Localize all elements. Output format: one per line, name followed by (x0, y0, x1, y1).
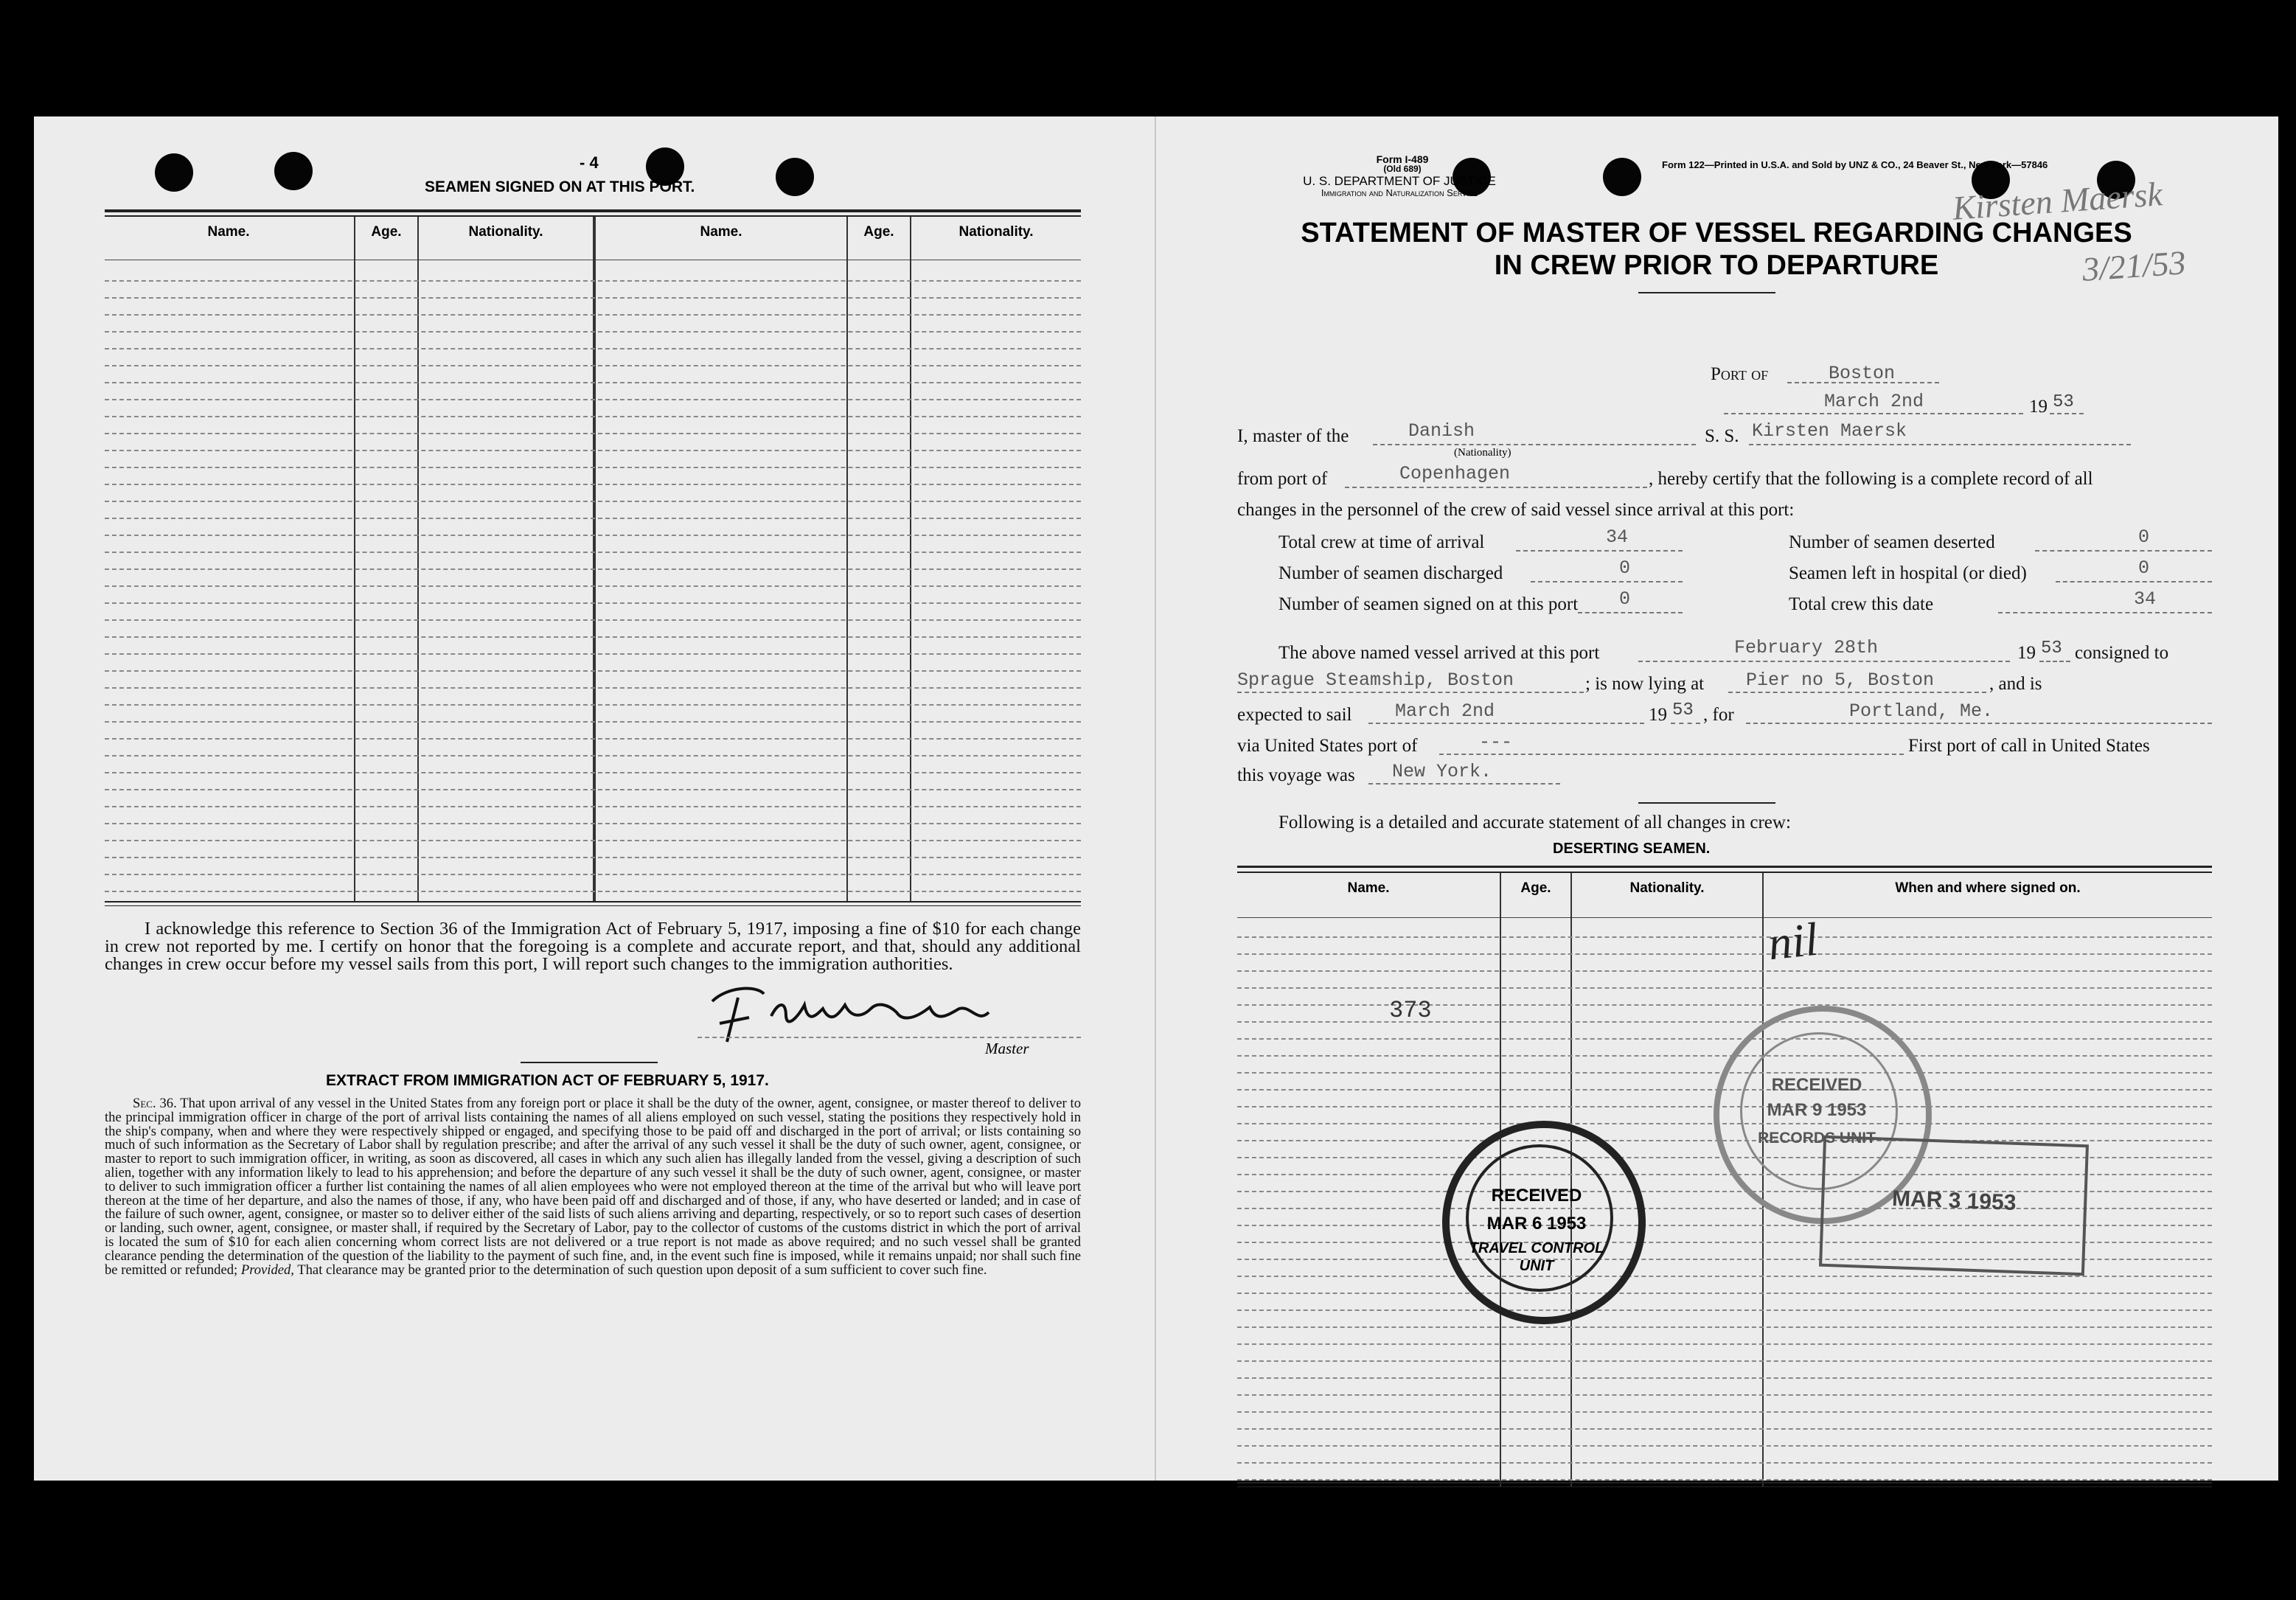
travel-control-stamp (1442, 1121, 1646, 1324)
arrived-label: The above named vessel arrived at this port (1279, 643, 1600, 663)
record-number: 373 (1389, 997, 1432, 1024)
vessel-value: Kirsten Maersk (1752, 420, 1907, 442)
stamp-unit: RECORDS UNIT (1758, 1130, 1876, 1147)
ruled-row-line (1237, 953, 2212, 955)
ruled-row-line (1237, 1462, 2212, 1464)
stamp-unit: TRAVEL CONTROL (1469, 1240, 1604, 1256)
ruled-row-line (105, 585, 1081, 587)
first-port-label: First port of call in United States (1908, 736, 2150, 756)
ruled-row-line (1237, 1428, 2212, 1430)
arrived-value: February 28th (1734, 637, 1879, 658)
ruled-row-line (105, 806, 1081, 807)
deserted-value: 0 (2138, 526, 2150, 548)
hospital-value: 0 (2138, 557, 2150, 579)
acknowledgment-text: I acknowledge this reference to Section 36 of the Immigration Act of February 5, 1917, imposing a fine of $10 for each change in crew not reported by me. I certify on honor that the foregoing is a complete and accurate report, and that, should any additional changes in crew occur before my vessel sails from this port, I will report such changes to the immigration authorities. (105, 919, 1081, 974)
sail-date-value: March 2nd (1395, 700, 1495, 722)
table-top-rule (105, 209, 1081, 212)
via-value: --- (1479, 731, 1513, 753)
handwritten-nil: nil (1765, 912, 1821, 970)
form-old-number: (Old 689) (1383, 164, 1422, 174)
via-label: via United States port of (1237, 736, 1418, 756)
ruled-row-line (105, 857, 1081, 858)
discharged-line (1531, 565, 1683, 582)
page-number: - 4 (580, 153, 599, 172)
stamp-date: MAR 6 1953 (1486, 1214, 1587, 1234)
rectangular-stamp (1819, 1135, 2089, 1276)
ruled-row-line (105, 450, 1081, 451)
ruled-row-line (1237, 1309, 2212, 1311)
discharged-value: 0 (1619, 557, 1631, 579)
lying-label: ; is now lying at (1585, 674, 1705, 694)
short-rule (521, 1062, 658, 1063)
stamp-date: MAR 3 1953 (1891, 1186, 2017, 1215)
col-divider (593, 217, 596, 901)
ruled-row-line (105, 399, 1081, 400)
ruled-row-line (105, 535, 1081, 536)
following-text: Following is a detailed and accurate statement of all changes in crew: (1279, 813, 1791, 832)
ruled-row-line (105, 382, 1081, 383)
ruled-row-line (105, 721, 1081, 723)
extract-body (105, 1097, 1081, 1277)
ruled-row-line (105, 484, 1081, 485)
desert-header-rule (1237, 917, 2212, 918)
title-rule (1638, 292, 1775, 293)
hospital-line (2056, 565, 2212, 582)
punch-hole (1603, 158, 1641, 196)
signed-on-value: 0 (1619, 588, 1631, 610)
arrived-year-value: 53 (2041, 639, 2062, 658)
deserting-title: DESERTING SEAMEN. (1553, 841, 1711, 857)
ruled-row-line (105, 738, 1081, 740)
lying-value: Pier no 5, Boston (1746, 669, 1935, 691)
consignee-value: Sprague Steamship, Boston (1237, 669, 1514, 691)
ruled-row-line (1237, 1445, 2212, 1447)
stamp-unit-2: UNIT (1519, 1258, 1554, 1274)
form-title-line1: STATEMENT OF MASTER OF VESSEL REGARDING CHANGES (1301, 218, 2132, 248)
ruled-row-line (105, 823, 1081, 824)
right-page (1156, 116, 2278, 1507)
col-header-nationality: Nationality. (959, 224, 1034, 240)
ruled-row-line (105, 772, 1081, 773)
ruled-row-line (105, 568, 1081, 570)
form-number: Form I-489 (1376, 153, 1429, 165)
sail-year-prefix: 19 (1649, 705, 1667, 725)
col-header-name: Name. (207, 224, 250, 240)
ruled-row-line (105, 365, 1081, 366)
ruled-row-line (1237, 936, 2212, 938)
ruled-row-line (1237, 1343, 2212, 1345)
ruled-row-line (105, 501, 1081, 502)
ruled-row-line (1237, 1276, 2212, 1277)
ruled-row-line (1237, 970, 2212, 972)
ruled-row-line (105, 416, 1081, 417)
desert-col-nationality: Nationality. (1629, 880, 1705, 896)
desert-bottom-rule (1237, 1482, 2212, 1484)
expected-label: expected to sail (1237, 705, 1352, 725)
service-name: Immigration and Naturalization Service (1321, 187, 1478, 198)
left-page (34, 116, 1155, 1481)
extract-title: EXTRACT FROM IMMIGRATION ACT OF FEBRUARY 5, 1917. (326, 1072, 769, 1089)
ruled-row-line (105, 687, 1081, 689)
master-of-label: I, master of the (1237, 426, 1349, 446)
desert-col-age: Age. (1520, 880, 1551, 896)
stamp-received: RECEIVED (1771, 1075, 1862, 1095)
ruled-row-line (105, 704, 1081, 706)
desert-table-rule (1237, 866, 2212, 868)
ruled-row-line (105, 552, 1081, 553)
ruled-row-line (105, 518, 1081, 519)
ruled-row-line (1237, 1021, 2212, 1023)
ruled-row-line (105, 670, 1081, 672)
table-bottom-rule (105, 901, 1081, 902)
ruled-row-line (105, 755, 1081, 756)
certify-text: , hereby certify that the following is a complete record of all (1649, 469, 2093, 489)
ruled-row-line (105, 653, 1081, 655)
handwritten-date: 3/21/53 (2081, 243, 2188, 288)
signed-on-label: Number of seamen signed on at this port (1279, 594, 1579, 614)
deserted-line (2035, 534, 2212, 552)
nationality-value: Danish (1408, 420, 1475, 442)
total-date-line (1998, 596, 2212, 613)
total-date-label: Total crew this date (1789, 594, 1934, 614)
col-divider (417, 217, 419, 901)
ruled-row-line (105, 602, 1081, 604)
ruled-row-line (1237, 1394, 2212, 1396)
from-port-value: Copenhagen (1399, 463, 1511, 484)
desert-bottom-rule (1237, 1486, 2212, 1487)
ruled-row-line (105, 297, 1081, 299)
voyage-label: this voyage was (1237, 765, 1355, 785)
nationality-caption: (Nationality) (1454, 447, 1511, 459)
port-of-label: Port of (1711, 364, 1769, 384)
ruled-row-line (1237, 987, 2212, 989)
signature-line (698, 1037, 1081, 1038)
desert-table-rule (1237, 872, 2212, 873)
ruled-row-line (1237, 1411, 2212, 1413)
ruled-row-line (1237, 1038, 2212, 1040)
col-divider (910, 217, 911, 901)
desert-col-name: Name. (1347, 880, 1390, 896)
extract-section: Sec. 36. (133, 1096, 177, 1111)
ruled-row-line (1237, 1004, 2212, 1006)
col-divider (846, 217, 848, 901)
stamp-received: RECEIVED (1491, 1186, 1582, 1206)
ruled-row-line (105, 314, 1081, 316)
for-label: , for (1703, 705, 1734, 725)
ss-label: S. S. (1705, 426, 1739, 446)
ruled-row-line (105, 891, 1081, 892)
ruled-row-line (105, 433, 1081, 434)
ruled-row-line (105, 331, 1081, 333)
punch-hole (274, 152, 313, 190)
punch-hole (776, 158, 814, 196)
and-is-label: , and is (1989, 674, 2042, 694)
ruled-row-line (105, 840, 1081, 841)
year-value: 53 (2053, 392, 2074, 412)
ruled-row-line (1237, 1479, 2212, 1481)
discharged-label: Number of seamen discharged (1279, 563, 1503, 583)
hospital-label: Seamen left in hospital (or died) (1789, 563, 2027, 583)
col-header-age: Age. (863, 224, 894, 240)
consigned-label: consigned to (2075, 643, 2169, 663)
arrived-year-prefix: 19 (2017, 643, 2036, 663)
sail-for-value: Portland, Me. (1849, 700, 1994, 722)
voyage-value: New York. (1392, 761, 1492, 782)
ruled-row-line (1237, 1360, 2212, 1362)
desert-col-signed-on: When and where signed on. (1895, 880, 2081, 896)
form-footer-number: 16—17387 (1237, 1495, 1288, 1507)
total-date-value: 34 (2134, 588, 2157, 610)
ruled-row-line (105, 280, 1081, 282)
port-of-value: Boston (1829, 363, 1896, 384)
master-label: Master (985, 1040, 1029, 1057)
extract-tail: That clearance may be granted prior to the determination of such question upon deposit of a sum sufficient to cover such fine. (297, 1262, 987, 1278)
changes-text: changes in the personnel of the crew of said vessel since arrival at this port: (1237, 500, 1795, 520)
handwritten-vessel: Kirsten Maersk (1951, 175, 2164, 227)
table-bottom-rule (105, 905, 1081, 906)
punch-hole (155, 153, 193, 192)
short-rule (1638, 802, 1775, 804)
ruled-row-line (105, 636, 1081, 638)
col-header-age: Age. (371, 224, 402, 240)
date-value: March 2nd (1824, 391, 1924, 412)
total-arrival-line (1516, 534, 1683, 552)
department: U. S. DEPARTMENT OF JUSTICE (1303, 174, 1496, 188)
sail-year-value: 53 (1672, 700, 1694, 720)
ruled-row-line (105, 874, 1081, 875)
ruled-row-line (1237, 1377, 2212, 1379)
year-prefix: 19 (2029, 397, 2048, 417)
extract-text: That upon arrival of any vessel in the United States from any foreign port or place it shall be the duty of the owner, agent, consignee, or master thereof to deliver to the principal immigration officer in charge of the port of arrival lists containing the names of all aliens employed on such vessel, stating the positions they respectively hold in the ship's company, when and where they were respectively shipped or engaged, and specifying those to be paid off and discharged in the port of arrival; or lists containing so much of such information as the Secretary of Labor shall by regulation prescribe; and after the arrival of any such vessel it shall be the duty of such owner, agent, consignee, or master to report to such immigration officer, in writing, as soon as discovered, all cases in which any such alien has illegally landed from the vessel, giving a description of such alien, together with any information likely to lead to his apprehension; and before the departure of any such vessel it shall be the duty of such owner, agent, consignee, or master to deliver to such immigration officer a further list containing the names of all alien employees who were not employed thereon at the time of the arrival but who will leave port thereon at the time of her departure, and also the names of those, if any, who have been paid off and discharged and of those, if any, who have deserted or landed; and in case of the failure of such owner, agent, consignee, or master so to deliver either of the said lists of such aliens arriving and departing, respectively, or so to report such cases of desertion or landing, such owner, agent, consignee, or master shall, if required by the Secretary of Labor, pay to the collector of customs of the customs district in which the port of arrival is located the sum of $10 for each alien concerning whom correct lists are not delivered or a true report is not made as above required; and no such vessel shall be granted clearance pending the determination of the question of the liability to the payment of such fine, and, in the event such fine is imposed, while it remains unpaid; nor shall such fine be remitted or refunded; (105, 1096, 1081, 1278)
printer-line: Form 122—Printed in U.S.A. and Sold by UNZ & CO., 24 Beaver St., New York—57846 (1662, 159, 2048, 170)
stamp-date: MAR 9 1953 (1767, 1100, 1867, 1120)
ruled-row-line (1237, 1055, 2212, 1057)
seamen-signed-title: SEAMEN SIGNED ON AT THIS PORT. (425, 178, 695, 195)
ruled-row-line (105, 619, 1081, 621)
deserted-label: Number of seamen deserted (1789, 532, 1995, 552)
from-port-label: from port of (1237, 469, 1328, 489)
ruled-row-line (105, 467, 1081, 468)
ruled-row-line (1237, 1326, 2212, 1328)
ruled-row-line (105, 348, 1081, 349)
col-header-nationality: Nationality. (468, 224, 543, 240)
total-arrival-value: 34 (1606, 526, 1629, 548)
form-title-line2: IN CREW PRIOR TO DEPARTURE (1494, 250, 1939, 281)
ruled-row-line (105, 789, 1081, 790)
ruled-row-line (1237, 1293, 2212, 1294)
col-header-name: Name. (700, 224, 742, 240)
col-divider (354, 217, 355, 901)
extract-provided: Provided, (240, 1262, 294, 1278)
total-arrival-label: Total crew at time of arrival (1279, 532, 1485, 552)
